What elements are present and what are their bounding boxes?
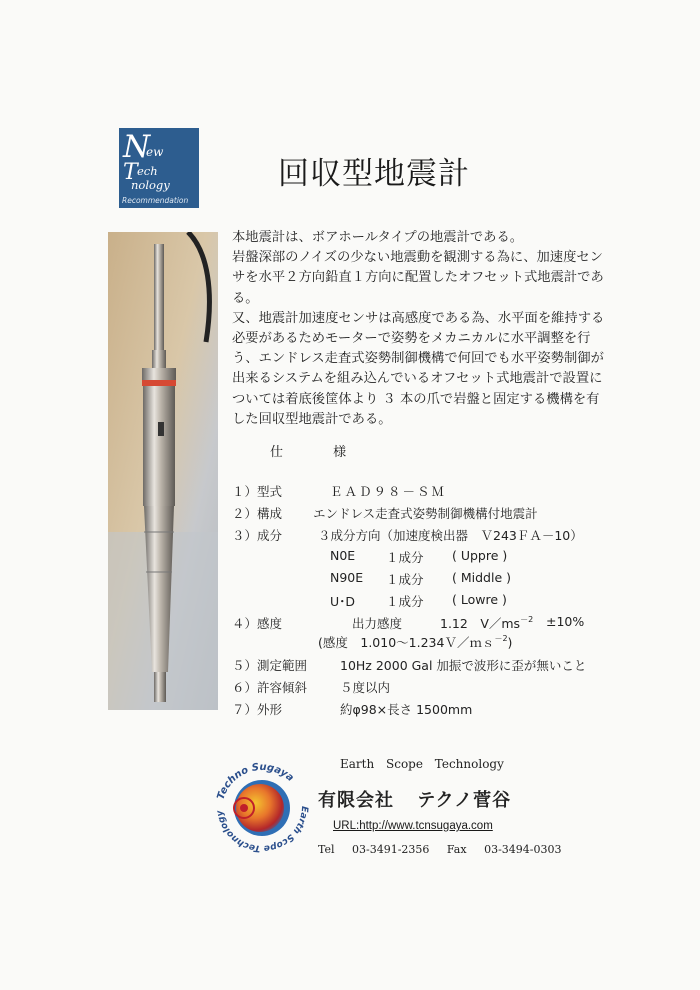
spec-sensitivity-tolerance: ±10% [546,614,585,629]
sensitivity-exponent: －2 [520,615,534,624]
footer-tagline: Earth Scope Technology [340,757,504,771]
intro-line-2: 岩盤深部のノイズの少ない地震動を観測する為に、加速度センサを水平２方向鉛直１方向に配置したオフセット式地震計である。 [232,250,604,306]
logo-tagline: Recommendation [122,196,189,205]
spec-component-value: ３成分方向（加速度検出器 Ｖ243ＦＡ－10） [318,528,583,543]
sensitivity-range-close: ) [507,635,513,650]
spec-model-value: ＥＡＤ９８－ＳＭ [330,484,447,499]
new-technology-logo [119,128,199,208]
spec-comp-pos: ( Middle ) [452,570,511,585]
spec-comp-pos: ( Uppre ) [452,548,508,563]
logo-text-ech: ech [137,164,158,178]
spec-comp-dir: U･D [330,594,356,609]
spec-sensitivity-name: 出力感度 [352,616,403,631]
spec-shape-value: 約φ98×長さ 1500mm [340,702,473,717]
sensitivity-value-text: 1.12 V／ms [440,616,521,631]
spec-range-label: ５）測定範囲 [232,658,308,673]
logo-letter-t: T [123,160,138,185]
spec-comp-count: １成分 [386,572,424,587]
logo-text-ew: ew [146,145,164,159]
spec-heading: 仕 様 [270,445,347,460]
spec-shape-label: ７）外形 [232,702,283,717]
spec-tilt-value: ５度以内 [340,680,391,695]
intro-line-3: 又、地震計加速度センサは高感度である為、水平面を維持する必要があるためモーターで姿勢をメカニカルに水平調整を行う、エンドレス走査式姿勢制御機構で何回でも水平姿勢制御が出来るシステムを組み込んでいるオフセット式地震計で設置については着底後筐体より ３ 本の爪で岩盤と固定する機構を有した回収型地震計である。 [232,310,605,427]
seismometer-photo [108,232,218,710]
spec-comp-dir: N90E [330,570,364,585]
spec-sensitivity-label: ４）感度 [232,616,283,631]
spec-sensitivity-range [318,633,512,651]
globe-text-top: Techno Sugaya [215,761,296,802]
logo-text-nology: nology [131,178,170,192]
spec-sensitivity-value [440,614,533,632]
page-title: 回収型地震計 [278,156,470,192]
sensitivity-range-exponent: －2 [494,634,508,643]
logo-letter-n: N [123,129,151,165]
spec-comp-pos: ( Lowre ) [452,592,507,607]
spec-comp-count: １成分 [386,594,424,609]
spec-config-value: エンドレス走査式姿勢制御機構付地震計 [313,506,538,521]
spec-model-label: １）型式 [232,484,283,499]
globe-text-bottom: Earth Scope Technology [215,805,310,854]
spec-tilt-label: ６）許容傾斜 [232,680,308,695]
globe-icon [204,750,320,862]
intro-text [232,228,612,430]
company-name: 有限会社 テクノ菅谷 [318,790,512,811]
company-globe-logo [204,750,320,862]
company-url-link[interactable]: URL:http://www.tcnsugaya.com [333,820,493,832]
sensitivity-range-text: (感度 1.010～1.234Ｖ／ｍｓ [318,635,495,650]
spec-config-label: ２）構成 [232,506,283,521]
spec-component-label: ３）成分 [232,528,283,543]
company-contact: Tel 03-3491-2356 Fax 03-3494-0303 [318,843,562,856]
spec-comp-count: １成分 [386,550,424,565]
spec-range-value: 10Hz 2000 Gal 加振で波形に歪が無いこと [340,658,587,673]
spec-comp-dir: N0E [330,548,356,563]
intro-line-1: 本地震計は、ボアホールタイプの地震計である。 [232,230,524,245]
seismometer-image [108,232,218,710]
